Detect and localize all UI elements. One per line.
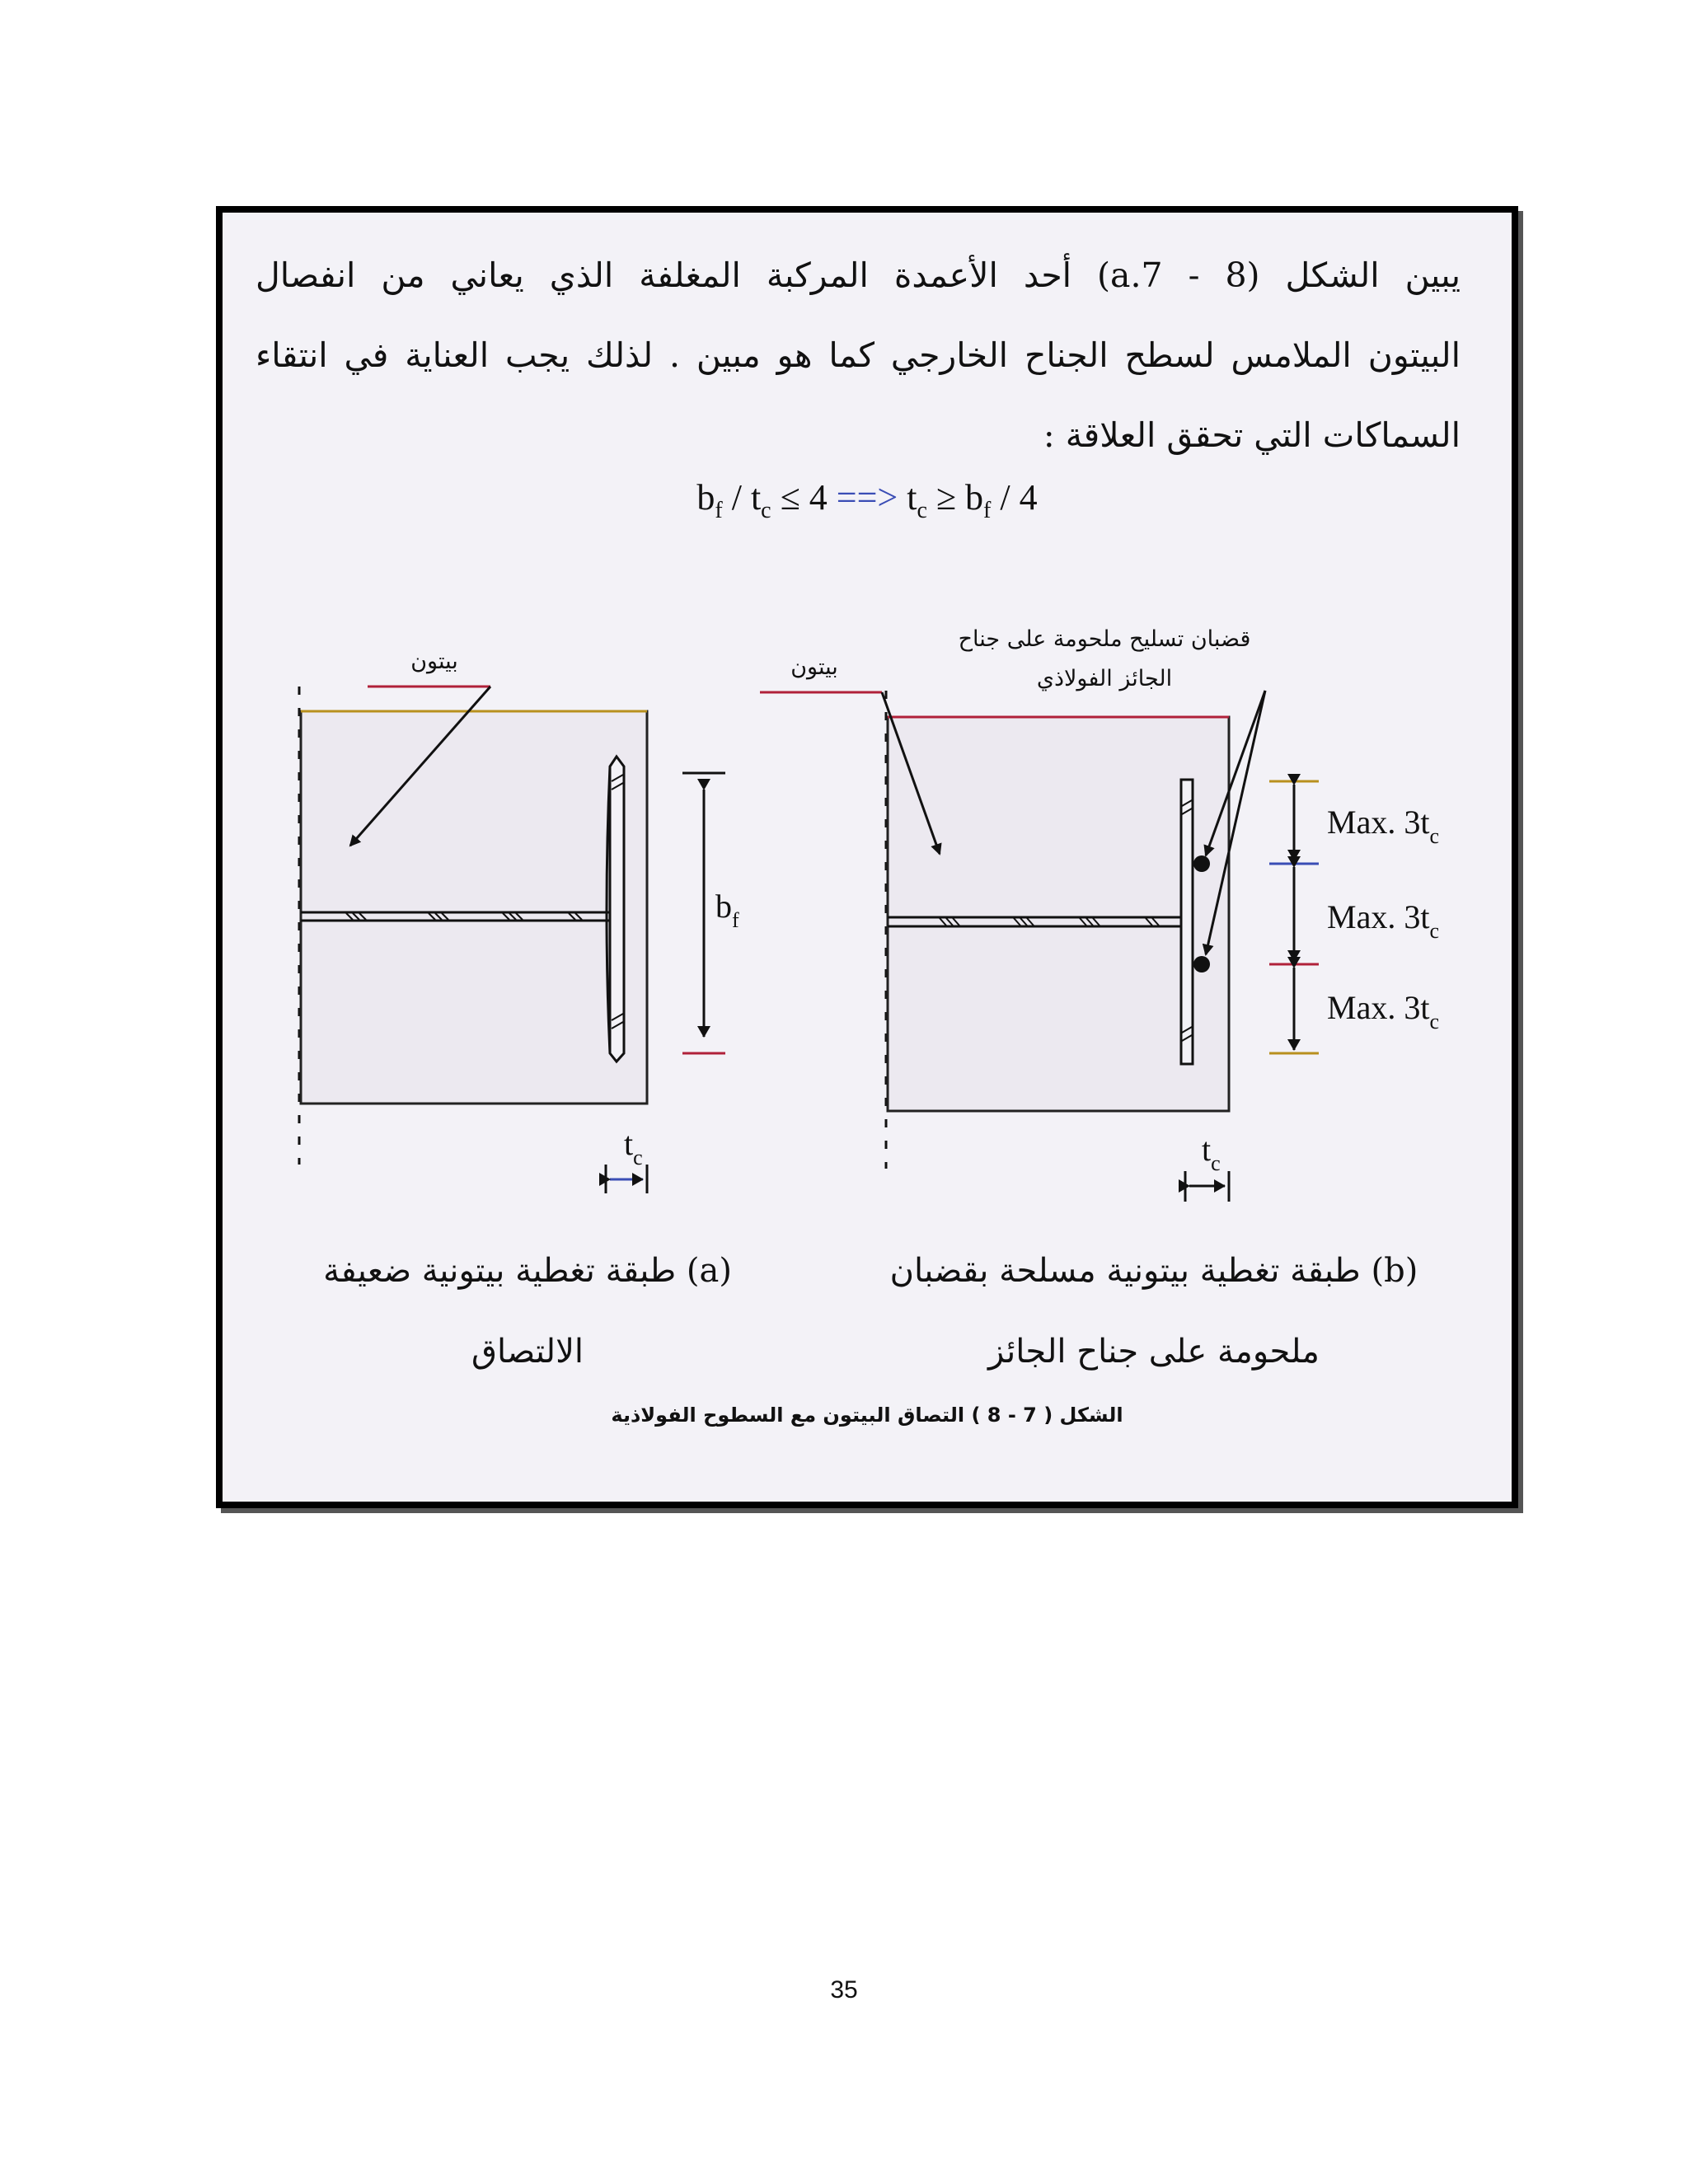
diagram-b (760, 626, 1439, 1202)
tc-label-a: $t_c$ (624, 1125, 643, 1169)
concrete-encasement-a (301, 711, 647, 1104)
page-number: 35 (830, 1976, 858, 2004)
steel-flange-a (610, 757, 624, 1062)
diagram-a (299, 649, 739, 1193)
max-3tc-label-1: Max. $3t_c$ (1327, 804, 1439, 848)
max-3tc-label-2: Max. $3t_c$ (1327, 898, 1439, 943)
caption-a-line-1: (a) طبقة تغطية بيتونية ضعيفة (323, 1252, 732, 1290)
steel-flange-b (1181, 780, 1193, 1064)
thickness-formula: $b_f / t_c \le 4$ ==> $t_c \ge b_f / 4$ (696, 477, 1038, 523)
paragraph-line-3: السماكات التي تحقق العلاقة : (1043, 415, 1461, 455)
concrete-label-a: بيتون (410, 649, 458, 674)
bars-label-line-1: قضبان تسليح ملحومة على جناح (958, 626, 1251, 652)
welded-bar-1 (1193, 855, 1210, 872)
paragraph-line-2: البيتون الملامس لسطح الجناح الخارجي كما هو مبين . لذلك يجب العناية في انتقاء (256, 335, 1461, 375)
figure-frame (216, 206, 1518, 1508)
caption-a (280, 1230, 775, 1392)
bf-label: $b_f$ (715, 888, 739, 932)
caption-b-line-1: (b) طبقة تغطية بيتونية مسلحة بقضبان (889, 1252, 1418, 1290)
concrete-label-b: بيتون (790, 654, 838, 680)
bars-label-line-2: الجائز الفولاذي (1036, 666, 1173, 691)
tc-label-b: $t_c$ (1202, 1131, 1221, 1175)
welded-bar-2 (1193, 956, 1210, 972)
caption-b-line-2: ملحومة على جناح الجائز (988, 1333, 1320, 1371)
figure-caption: الشكل ( 7 - 8 ) التصاق البيتون مع السطوح الفولاذية (611, 1404, 1123, 1427)
paragraph-line-1: يبين الشكل (8 - 7.a) أحد الأعمدة المركبة المغلفة الذي يعاني من انفصال (256, 255, 1461, 295)
concrete-encasement-b (888, 717, 1229, 1111)
max-3tc-label-3: Max. $3t_c$ (1327, 989, 1439, 1033)
caption-a-line-2: الالتصاق (471, 1333, 584, 1371)
caption-b (874, 1230, 1434, 1392)
